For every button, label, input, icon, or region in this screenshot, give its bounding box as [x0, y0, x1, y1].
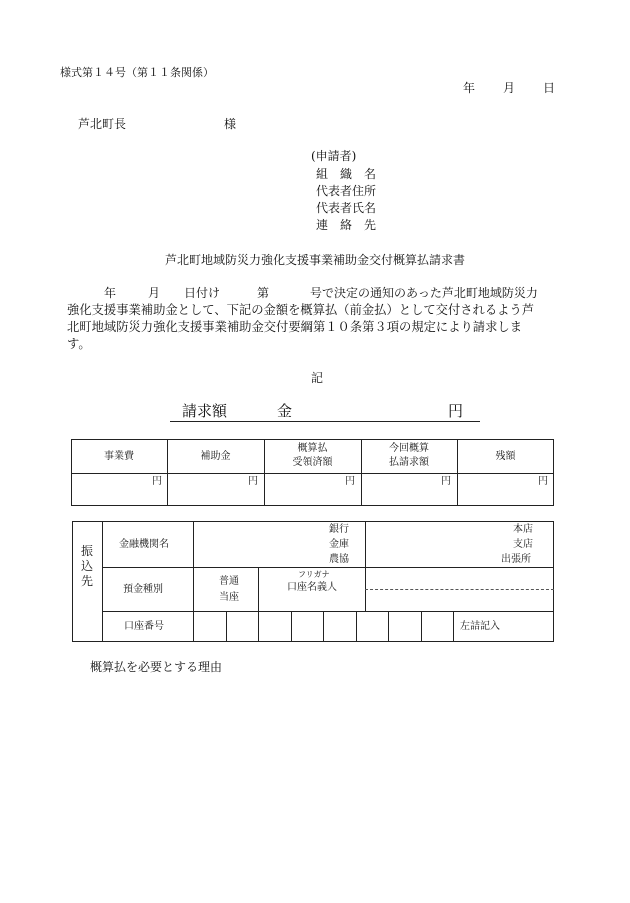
applicant-rep-name: 代表者氏名 — [316, 201, 377, 215]
applicant-rep-address: 代表者住所 — [316, 184, 377, 198]
account-holder-dashed-line — [365, 589, 554, 590]
addressee-mayor: 芦北町長 — [78, 117, 127, 131]
applicant-org-name: 組 織 名 — [316, 167, 377, 181]
summary-col-sep-4 — [457, 439, 458, 506]
body-line-2: 強化支援事業補助金として、下記の金額を概算払（前金払）として交付されるよう芦 — [67, 303, 535, 317]
date-year-label: 年 — [463, 81, 476, 95]
digit-sep-2 — [258, 611, 259, 642]
document-title: 芦北町地域防災力強化支援事業補助金交付概算払請求書 — [164, 253, 465, 267]
bank-label-sep — [193, 521, 194, 642]
request-yen: 円 — [448, 402, 464, 420]
request-kin: 金 — [277, 402, 293, 420]
body-number-prefix: 第 — [257, 286, 270, 300]
unit-yen-current-request: 円 — [441, 476, 451, 487]
deposit-type-label: 預金種別 — [123, 584, 163, 595]
digit-sep-7 — [421, 611, 422, 642]
ki-mark: 記 — [311, 371, 324, 385]
header-subsidy: 補助金 — [200, 451, 231, 462]
account-holder-label: 口座名義人 — [287, 582, 337, 593]
bank-type-bank: 銀行 — [329, 524, 349, 535]
digit-sep-5 — [356, 611, 357, 642]
deposit-option-futsu: 普通 — [219, 576, 239, 587]
branch-type-branch: 支店 — [513, 539, 533, 550]
furigana-label: フリガナ — [298, 570, 330, 579]
account-number-label: 口座番号 — [124, 621, 164, 632]
body-year: 年 — [104, 286, 117, 300]
unit-yen-project-cost: 円 — [152, 476, 162, 487]
body-line-4: す。 — [67, 337, 91, 351]
body-line-3: 北町地域防災力強化支援事業補助金交付要綱第１０条第３項の規定により請求しま — [67, 320, 522, 334]
deposit-option-sep — [258, 567, 259, 611]
unit-yen-subsidy: 円 — [248, 476, 258, 487]
summary-table-divider — [71, 473, 554, 474]
header-current-request-line2: 払請求額 — [389, 457, 429, 468]
bank-row-sep-2 — [102, 611, 554, 612]
date-day-label: 日 — [543, 81, 556, 95]
digit-sep-6 — [388, 611, 389, 642]
header-current-request-line1: 今回概算 — [389, 443, 429, 454]
institution-label: 金融機関名 — [119, 539, 169, 550]
applicant-heading: (申請者) — [311, 149, 357, 163]
left-fill-note: 左詰記入 — [460, 621, 500, 632]
digit-sep-3 — [291, 611, 292, 642]
body-month: 月 — [148, 286, 161, 300]
header-balance: 残額 — [495, 451, 516, 462]
date-month-label: 月 — [503, 81, 516, 95]
branch-type-head: 本店 — [513, 524, 533, 535]
digit-sep-8 — [453, 611, 454, 642]
unit-yen-balance: 円 — [538, 476, 548, 487]
side-label-char-2: 込 — [81, 559, 94, 573]
request-amount-label: 請求額 — [182, 402, 228, 420]
bank-row-sep-1 — [102, 567, 554, 568]
branch-type-office: 出張所 — [501, 554, 531, 565]
body-dated: 日付け — [184, 286, 221, 300]
header-received-line2: 受領済額 — [292, 457, 333, 468]
digit-sep-1 — [226, 611, 227, 642]
bank-type-shinkin: 金庫 — [329, 539, 349, 550]
deposit-option-toza: 当座 — [219, 592, 239, 603]
header-project-cost: 事業費 — [104, 451, 134, 462]
header-received-line1: 概算払 — [297, 443, 328, 454]
bank-type-nokyo: 農協 — [329, 554, 349, 565]
body-line1-rest: 号で決定の通知のあった芦北町地域防災力 — [310, 286, 538, 300]
bank-branch-sep — [365, 521, 366, 611]
form-number: 様式第１４号（第１１条関係） — [60, 66, 214, 79]
side-label-char-3: 先 — [81, 574, 94, 588]
summary-col-sep-1 — [167, 439, 168, 506]
unit-yen-received: 円 — [345, 476, 355, 487]
bank-side-sep — [102, 521, 103, 642]
reason-label: 概算払を必要とする理由 — [90, 660, 223, 674]
request-amount-line — [170, 401, 480, 422]
addressee-honorific: 様 — [224, 117, 237, 131]
applicant-contact: 連 絡 先 — [316, 218, 377, 232]
side-label-char-1: 振 — [81, 544, 94, 558]
digit-sep-4 — [323, 611, 324, 642]
